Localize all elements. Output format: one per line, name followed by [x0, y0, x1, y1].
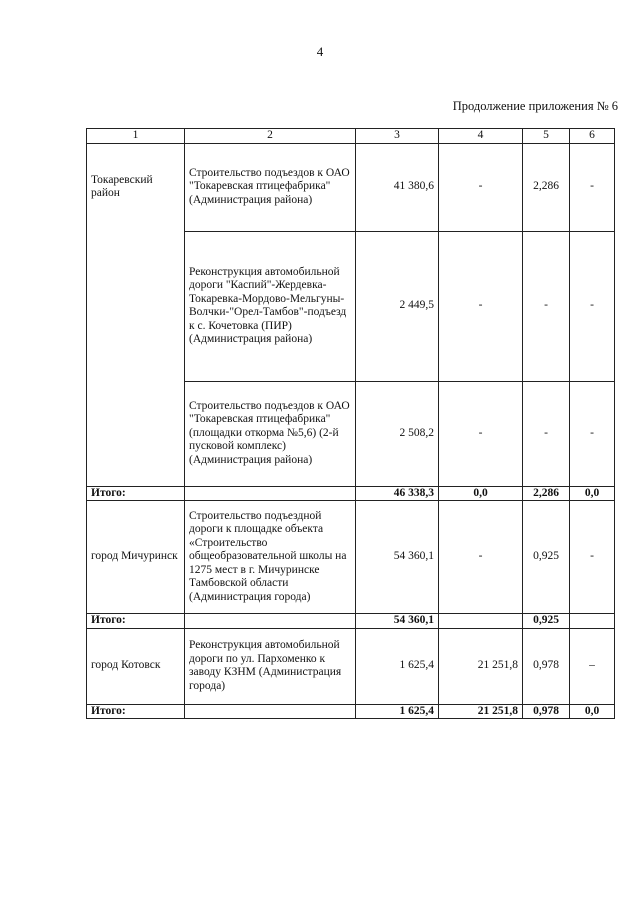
table-row	[87, 231, 615, 381]
column-header: 3	[356, 129, 439, 144]
total-row	[87, 614, 615, 629]
total-col3: 1 625,4	[356, 704, 439, 719]
value-col4: -	[439, 143, 523, 231]
total-col5: 0,978	[523, 704, 570, 719]
total-col5: 0,925	[523, 614, 570, 629]
project-description: Строительство подъездов к ОАО "Токаревская птицефабрика" (площадки откорма №5,6) (2-й пусковой комплекс) (Администрация района)	[185, 381, 356, 486]
total-col4: 0,0	[439, 486, 523, 501]
value-col6: -	[570, 231, 615, 381]
column-header: 6	[570, 129, 615, 144]
column-header: 2	[185, 129, 356, 144]
value-col6: -	[570, 381, 615, 486]
region-cell: город Котовск	[87, 628, 185, 704]
region-cell: город Мичуринск	[87, 501, 185, 614]
value-col5: -	[523, 231, 570, 381]
budget-table	[86, 128, 615, 719]
header-row	[87, 129, 615, 144]
value-col6: -	[570, 143, 615, 231]
total-row	[87, 486, 615, 501]
total-col3: 46 338,3	[356, 486, 439, 501]
total-label: Итого:	[87, 614, 185, 629]
value-col3: 2 449,5	[356, 231, 439, 381]
project-description: Реконструкция автомобильной дороги по ул. Пархоменко к заводу КЗНМ (Администрация города)	[185, 628, 356, 704]
total-col6: 0,0	[570, 704, 615, 719]
column-header: 4	[439, 129, 523, 144]
table-row	[87, 381, 615, 486]
column-header: 5	[523, 129, 570, 144]
value-col5: 0,978	[523, 628, 570, 704]
project-description: Строительство подъездной дороги к площадке объекта «Строительство общеобразовательной школы на 1275 мест в г. Мичуринске Тамбовской области (Администрация города)	[185, 501, 356, 614]
appendix-continuation-label: Продолжение приложения № 6	[452, 99, 618, 113]
total-col4: 21 251,8	[439, 704, 523, 719]
total-col5: 2,286	[523, 486, 570, 501]
total-col4	[439, 614, 523, 629]
column-header: 1	[87, 129, 185, 144]
value-col4: -	[439, 231, 523, 381]
value-col5: 0,925	[523, 501, 570, 614]
total-empty-cell	[185, 486, 356, 501]
total-row	[87, 704, 615, 719]
total-col3: 54 360,1	[356, 614, 439, 629]
value-col4: 21 251,8	[439, 628, 523, 704]
table-row	[87, 143, 615, 231]
value-col5: 2,286	[523, 143, 570, 231]
region-cell-continued	[87, 381, 185, 486]
table-row	[87, 501, 615, 614]
value-col4: -	[439, 501, 523, 614]
total-label: Итого:	[87, 704, 185, 719]
value-col3: 2 508,2	[356, 381, 439, 486]
project-description: Реконструкция автомобильной дороги "Каспий"-Жердевка-Токаревка-Мордово-Мельгуны-Волчки-"Орел-Тамбов"-подъезд к с. Кочетовка (ПИР) (Администрация района)	[185, 231, 356, 381]
total-empty-cell	[185, 614, 356, 629]
value-col6: -	[570, 501, 615, 614]
total-label: Итого:	[87, 486, 185, 501]
total-empty-cell	[185, 704, 356, 719]
page-number: 4	[316, 44, 324, 59]
value-col6: –	[570, 628, 615, 704]
value-col4: -	[439, 381, 523, 486]
project-description: Строительство подъездов к ОАО "Токаревская птицефабрика" (Администрация района)	[185, 143, 356, 231]
region-cell-continued	[87, 231, 185, 381]
value-col3: 1 625,4	[356, 628, 439, 704]
value-col3: 54 360,1	[356, 501, 439, 614]
total-col6: 0,0	[570, 486, 615, 501]
table-row	[87, 628, 615, 704]
value-col3: 41 380,6	[356, 143, 439, 231]
total-col6	[570, 614, 615, 629]
value-col5: -	[523, 381, 570, 486]
region-cell: Токаревский район	[87, 143, 185, 231]
